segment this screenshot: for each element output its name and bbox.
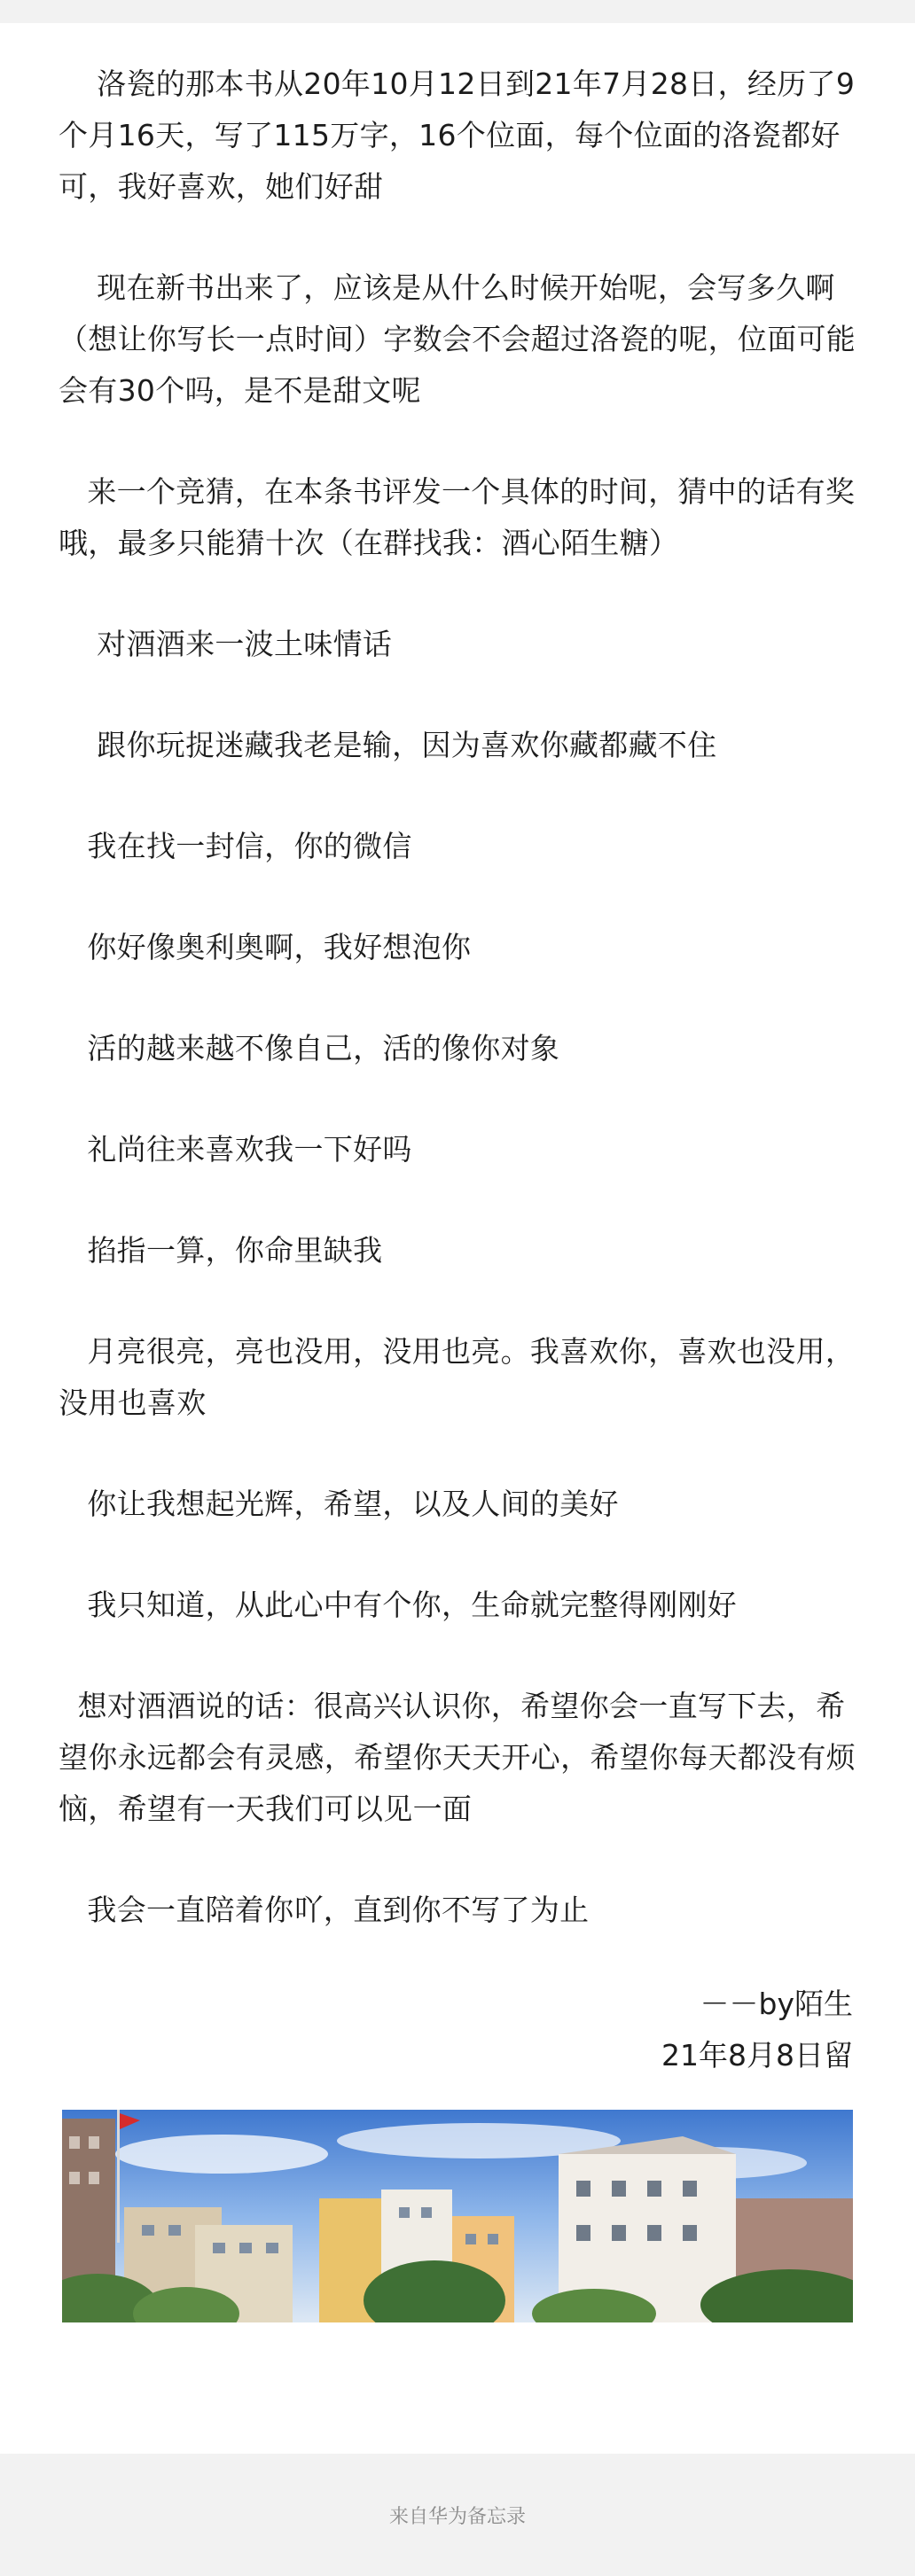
note-paragraph: 你好像奥利奥啊，我好想泡你 [59, 930, 472, 964]
note-paragraph: 礼尚往来喜欢我一下好吗 [59, 1132, 412, 1167]
signature-block [661, 1979, 853, 2081]
note-paragraph: 我会一直陪着你吖，直到你不写了为止 [59, 1893, 590, 1927]
attached-photo[interactable] [62, 2110, 853, 2322]
footer-source-text: 来自华为备忘录 [388, 2505, 526, 2528]
building-photo-illustration [62, 2110, 853, 2322]
note-paragraph: 我只知道，从此心中有个你，生命就完整得刚刚好 [59, 1588, 737, 1622]
note-paragraph: 掐指一算，你命里缺我 [59, 1233, 383, 1268]
note-paragraph: 我在找一封信，你的微信 [59, 829, 412, 863]
note-paragraph: 对酒酒来一波土味情话 [59, 627, 393, 661]
note-paragraph: 洛瓷的那本书从20年10月12日到21年7月28日，经历了9个月16天，写了115万字，16个位面，每个位面的洛瓷都好可，我好喜欢，她们好甜 [59, 66, 856, 204]
note-body [59, 59, 856, 1986]
note-paragraph: 来一个竞猜，在本条书评发一个具体的时间，猜中的话有奖哦，最多只能猜十次（在群找我：酒心陌生糖） [59, 474, 856, 560]
note-paragraph: 月亮很亮，亮也没用，没用也亮。我喜欢你，喜欢也没用，没用也喜欢 [59, 1334, 856, 1420]
note-paragraph: 现在新书出来了，应该是从什么时候开始呢，会写多久啊（想让你写长一点时间）字数会不会超过洛瓷的呢，位面可能会有30个吗，是不是甜文呢 [59, 270, 856, 408]
footer-bar [0, 2454, 915, 2576]
note-paragraph: 你让我想起光辉，希望，以及人间的美好 [59, 1487, 619, 1521]
signature-date: 21年8月8日留 [661, 2038, 853, 2073]
note-paragraph: 活的越来越不像自己，活的像你对象 [59, 1031, 560, 1066]
note-paragraph: 跟你玩捉迷藏我老是输，因为喜欢你藏都藏不住 [59, 728, 717, 762]
note-paragraph: 想对酒酒说的话：很高兴认识你，希望你会一直写下去，希望你永远都会有灵感，希望你天天开心，希望你每天都没有烦恼，希望有一天我们可以见一面 [59, 1689, 856, 1826]
signature-author: －－by陌生 [700, 1987, 853, 2021]
top-strip [0, 0, 915, 23]
